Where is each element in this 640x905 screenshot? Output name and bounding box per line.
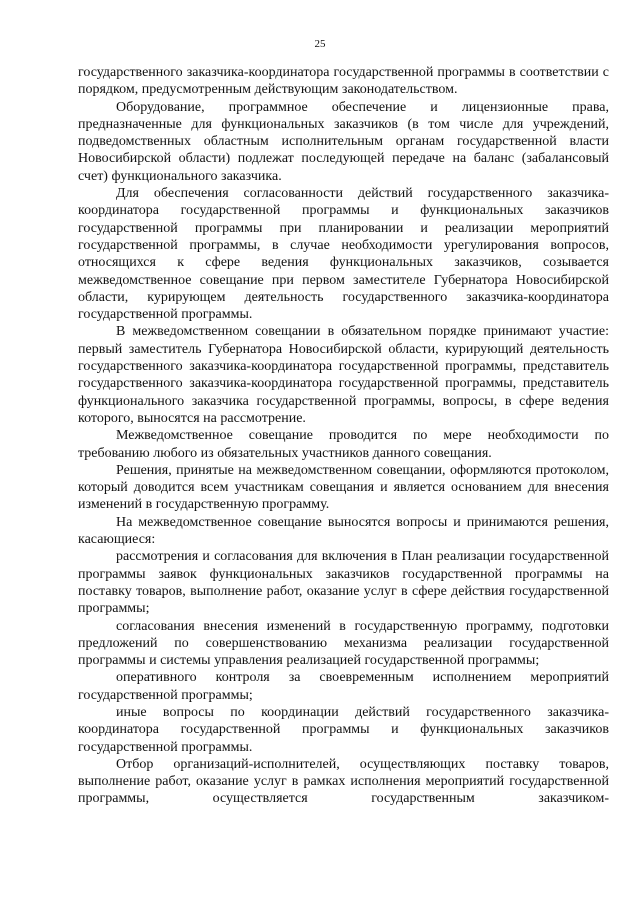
list-item: согласования внесения изменений в государственную программу, подготовки предложений по совершенствованию механизма реализации государственной программы и системы управления реализацией государственной программы; [78, 618, 609, 669]
paragraph: На межведомственное совещание выносятся вопросы и принимаются решения, касающиеся: [78, 514, 609, 548]
page-number: 25 [314, 38, 326, 50]
paragraph: государственного заказчика-координатора государственной программы в соответствии с порядком, предусмотренным действующим законодательством. [78, 65, 609, 98]
document-body [78, 64, 609, 808]
list-item: оперативного контроля за своевременным исполнением мероприятий государственной программы; [78, 670, 609, 703]
paragraph: Решения, принятые на межведомственном совещании, оформляются протоколом, который доводится всем участникам совещания и является основанием для внесения изменений в государственную программу. [78, 462, 609, 513]
list-item: рассмотрения и согласования для включения в План реализации государственной программы заявок функциональных заказчиков государственной программы на поставку товаров, выполнение работ, оказание услуг в сфере действия государственной программы; [78, 549, 609, 617]
paragraph: Межведомственное совещание проводится по мере необходимости по требованию любого из обязательных участников данного совещания. [78, 428, 609, 461]
paragraph: Отбор организаций-исполнителей, осуществляющих поставку товаров, выполнение работ, оказание услуг в рамках исполнения мероприятий государственной программы, осуществляется государственным заказчиком- [78, 756, 609, 807]
paragraph: В межведомственном совещании в обязательном порядке принимают участие: первый заместитель Губернатора Новосибирской области, курирующий деятельность государственного заказчика-координатора государственной программы, представитель государственного заказчика-координатора государственной программы, представитель функционального заказчика государственной программы, вопросы, в сфере ведения которого, выносятся на рассмотрение. [78, 324, 609, 426]
paragraph: Оборудование, программное обеспечение и лицензионные права, предназначенные для функциональных заказчиков (в том числе для учреждений, подведомственных областным исполнительным органам государственной власти Новосибирской области) подлежат последующей передаче на баланс (забалансовый счет) функционального заказчика. [78, 99, 609, 184]
list-item: иные вопросы по координации действий государственного заказчика-координатора государственной программы и функциональных заказчиков государственной программы. [78, 704, 609, 755]
paragraph: Для обеспечения согласованности действий государственного заказчика-координатора государственной программы и функциональных заказчиков государственной программы при планировании и реализации мероприятий государственной программы, в случае необходимости урегулирования вопросов, относящихся к сфере ведения функциональных заказчиков, созывается межведомственное совещание при первом заместителе Губернатора Новосибирской области, курирующем деятельность государственного заказчика-координатора государственной программы. [78, 186, 609, 323]
